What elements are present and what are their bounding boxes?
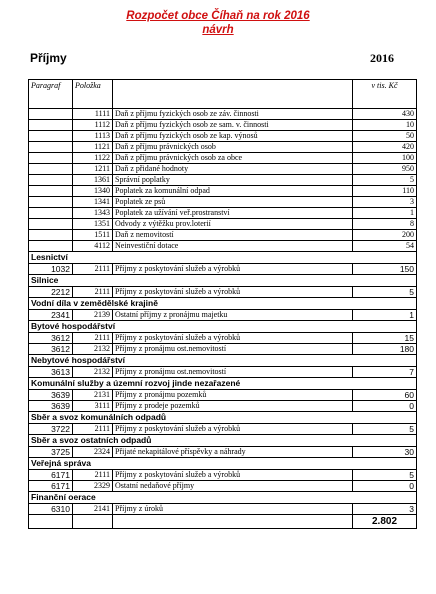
cell-polozka: 1361 [73, 175, 113, 186]
section-name: Vodní díla v zemědělské krajině [29, 298, 417, 310]
table-row [29, 219, 417, 230]
cell-amount: 430 [353, 109, 417, 120]
table-row [29, 175, 417, 186]
cell-text: Daň z příjmu právnických osob za obce [113, 153, 353, 164]
section-row [29, 321, 417, 333]
cell-amount: 7 [353, 367, 417, 378]
cell-paragraf [29, 175, 73, 186]
section-name: Bytové hospodářství [29, 321, 417, 333]
table-row [29, 401, 417, 412]
table-row [29, 241, 417, 252]
cell-polozka: 1511 [73, 230, 113, 241]
cell-paragraf: 3613 [29, 367, 73, 378]
cell-paragraf: 6171 [29, 481, 73, 492]
cell-polozka: 1111 [73, 109, 113, 120]
cell-amount: 420 [353, 142, 417, 153]
cell-text: Poplatek za užívání veř.prostranství [113, 208, 353, 219]
cell-polozka: 1343 [73, 208, 113, 219]
cell-polozka: 2111 [73, 424, 113, 435]
cell-text: Neinvestiční dotace [113, 241, 353, 252]
cell-paragraf: 3639 [29, 390, 73, 401]
cell-polozka: 2141 [73, 504, 113, 515]
cell-amount: 30 [353, 447, 417, 458]
cell-polozka: 1211 [73, 164, 113, 175]
total-row [29, 515, 417, 529]
cell-amount: 1 [353, 310, 417, 321]
cell-paragraf: 3722 [29, 424, 73, 435]
cell-text: Příjmy z pronájmu ost.nemovitostí [113, 367, 353, 378]
table-row [29, 120, 417, 131]
cell-amount: 5 [353, 175, 417, 186]
cell-amount: 5 [353, 470, 417, 481]
table-row [29, 390, 417, 401]
cell-amount: 54 [353, 241, 417, 252]
table-row [29, 186, 417, 197]
cell-amount: 15 [353, 333, 417, 344]
col-header-unit: v tis. Kč [353, 80, 417, 109]
cell-paragraf [29, 197, 73, 208]
total-amount: 2.802 [353, 515, 417, 529]
cell-amount: 5 [353, 287, 417, 298]
document-title: Rozpočet obce Číhaň na rok 2016 [126, 10, 310, 22]
cell-text: Daň z přidané hodnoty [113, 164, 353, 175]
cell-text: Příjmy z pronájmu pozemků [113, 390, 353, 401]
section-row [29, 378, 417, 390]
cell-paragraf: 3639 [29, 401, 73, 412]
cell-amount: 1 [353, 208, 417, 219]
table-row [29, 424, 417, 435]
cell-text: Ostatní nedaňové příjmy [113, 481, 353, 492]
table-row [29, 264, 417, 275]
cell-amount: 0 [353, 481, 417, 492]
cell-amount: 60 [353, 390, 417, 401]
cell-paragraf [29, 186, 73, 197]
cell-polozka: 2111 [73, 333, 113, 344]
cell-text: Příjmy z poskytování služeb a výrobků [113, 264, 353, 275]
cell-text: Poplatek za komunální odpad [113, 186, 353, 197]
col-header-paragraf: Paragraf [29, 80, 73, 109]
cell-amount: 50 [353, 131, 417, 142]
section-name: Lesnictví [29, 252, 417, 264]
table-row [29, 109, 417, 120]
section-row [29, 412, 417, 424]
section-heading: Příjmy [30, 51, 67, 65]
table-row [29, 447, 417, 458]
cell-paragraf [29, 109, 73, 120]
section-name: Veřejná správa [29, 458, 417, 470]
cell-text: Odvody z výtěžku prov.loterií [113, 219, 353, 230]
cell-text: Poplatek ze psů [113, 197, 353, 208]
cell-paragraf [29, 230, 73, 241]
cell-text: Daň z příjmu fyzických osob ze sam. v. činnosti [113, 120, 353, 131]
cell-polozka: 4112 [73, 241, 113, 252]
document-subtitle: návrh [202, 24, 234, 36]
budget-table [28, 79, 417, 529]
cell-paragraf: 3612 [29, 344, 73, 355]
cell-amount: 3 [353, 197, 417, 208]
section-row [29, 298, 417, 310]
cell-paragraf: 3725 [29, 447, 73, 458]
cell-polozka: 1340 [73, 186, 113, 197]
cell-paragraf [29, 208, 73, 219]
table-row [29, 310, 417, 321]
table-row [29, 142, 417, 153]
cell-paragraf: 2341 [29, 310, 73, 321]
table-row [29, 131, 417, 142]
cell-amount: 5 [353, 424, 417, 435]
cell-polozka: 2132 [73, 344, 113, 355]
cell-polozka: 1112 [73, 120, 113, 131]
cell-text: Příjmy z poskytování služeb a výrobků [113, 287, 353, 298]
cell-text: Ostatní příjmy z pronájmu majetku [113, 310, 353, 321]
cell-amount: 150 [353, 264, 417, 275]
cell-text: Příjmy z úroků [113, 504, 353, 515]
cell-paragraf: 6310 [29, 504, 73, 515]
cell-paragraf: 2212 [29, 287, 73, 298]
cell-text: Příjmy z poskytování služeb a výrobků [113, 470, 353, 481]
section-row [29, 355, 417, 367]
section-name: Silnice [29, 275, 417, 287]
cell-paragraf [29, 131, 73, 142]
cell-text: Daň z nemovitostí [113, 230, 353, 241]
cell-paragraf: 3612 [29, 333, 73, 344]
table-row [29, 153, 417, 164]
cell-polozka: 2139 [73, 310, 113, 321]
budget-table-body [29, 80, 417, 529]
table-row [29, 481, 417, 492]
cell-paragraf [29, 241, 73, 252]
col-header-text [113, 80, 353, 109]
section-name: Sběr a svoz komunálních odpadů [29, 412, 417, 424]
cell-amount: 8 [353, 219, 417, 230]
total-blank [29, 515, 73, 529]
section-name: Komunální služby a územní rozvoj jinde nezařazené [29, 378, 417, 390]
cell-amount: 0 [353, 401, 417, 412]
cell-text: Daň z příjmu fyzických osob ze kap. výnosů [113, 131, 353, 142]
section-row [29, 435, 417, 447]
section-row [29, 252, 417, 264]
cell-paragraf [29, 142, 73, 153]
cell-polozka: 2111 [73, 470, 113, 481]
cell-text: Daň z příjmu fyzických osob ze záv. činnosti [113, 109, 353, 120]
cell-text: Příjmy z poskytování služeb a výrobků [113, 424, 353, 435]
cell-paragraf [29, 120, 73, 131]
total-blank [113, 515, 353, 529]
cell-text: Příjmy z poskytování služeb a výrobků [113, 333, 353, 344]
cell-text: Přijaté nekapitálové příspěvky a náhrady [113, 447, 353, 458]
cell-text: Správní poplatky [113, 175, 353, 186]
cell-amount: 10 [353, 120, 417, 131]
cell-text: Příjmy z pronájmu ost.nemovitostí [113, 344, 353, 355]
cell-polozka: 2324 [73, 447, 113, 458]
table-row [29, 164, 417, 175]
table-row [29, 287, 417, 298]
col-header-polozka: Položka [73, 80, 113, 109]
cell-polozka: 1341 [73, 197, 113, 208]
budget-year: 2016 [370, 51, 394, 65]
cell-polozka: 2111 [73, 264, 113, 275]
cell-amount: 950 [353, 164, 417, 175]
table-row [29, 344, 417, 355]
section-row [29, 275, 417, 287]
cell-paragraf: 1032 [29, 264, 73, 275]
table-row [29, 208, 417, 219]
table-row [29, 230, 417, 241]
section-row [29, 458, 417, 470]
cell-polozka: 2329 [73, 481, 113, 492]
table-header-row [29, 80, 417, 109]
cell-text: Příjmy z prodeje pozemků [113, 401, 353, 412]
section-name: Nebytové hospodářství [29, 355, 417, 367]
cell-polozka: 1121 [73, 142, 113, 153]
table-row [29, 367, 417, 378]
cell-polozka: 2131 [73, 390, 113, 401]
cell-text: Daň z příjmu právnických osob [113, 142, 353, 153]
cell-polozka: 3111 [73, 401, 113, 412]
table-row [29, 197, 417, 208]
cell-amount: 180 [353, 344, 417, 355]
section-row [29, 492, 417, 504]
cell-amount: 100 [353, 153, 417, 164]
cell-amount: 3 [353, 504, 417, 515]
cell-polozka: 1122 [73, 153, 113, 164]
cell-paragraf [29, 164, 73, 175]
table-row [29, 333, 417, 344]
cell-polozka: 2132 [73, 367, 113, 378]
cell-paragraf [29, 219, 73, 230]
cell-paragraf: 6171 [29, 470, 73, 481]
section-name: Sběr a svoz ostatních odpadů [29, 435, 417, 447]
table-row [29, 470, 417, 481]
cell-polozka: 1113 [73, 131, 113, 142]
table-row [29, 504, 417, 515]
cell-polozka: 1351 [73, 219, 113, 230]
cell-polozka: 2111 [73, 287, 113, 298]
cell-paragraf [29, 153, 73, 164]
cell-amount: 200 [353, 230, 417, 241]
cell-amount: 110 [353, 186, 417, 197]
section-name: Finanční oerace [29, 492, 417, 504]
total-blank [73, 515, 113, 529]
